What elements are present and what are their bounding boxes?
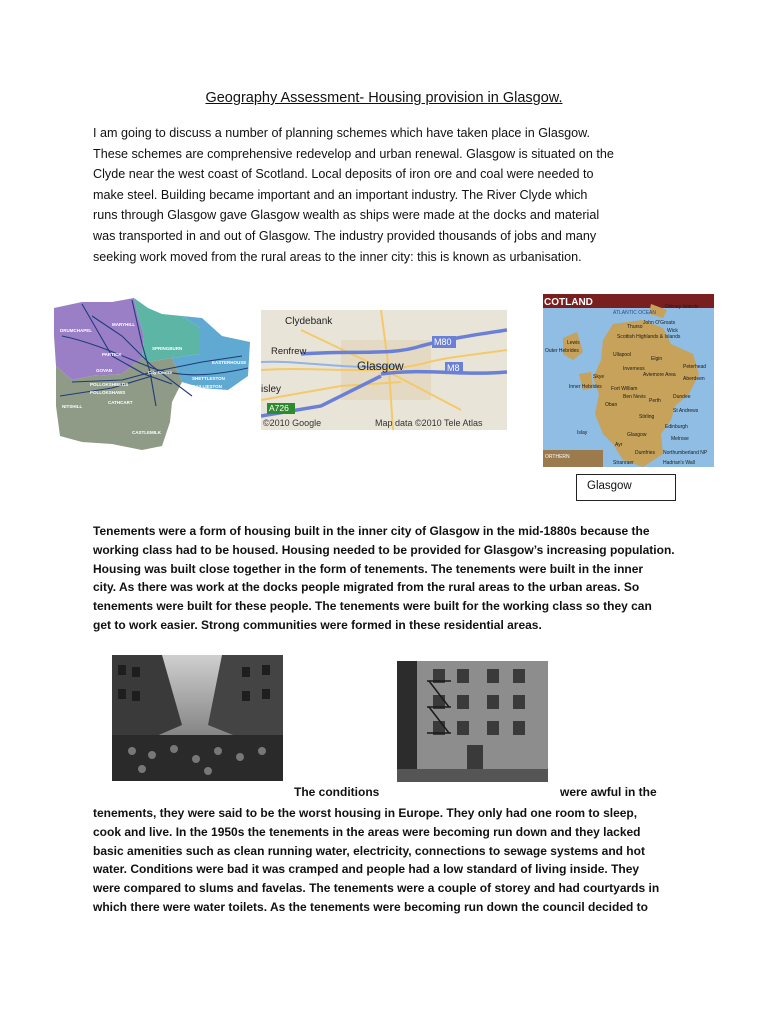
- map-label: MARYHILL: [112, 322, 136, 327]
- map-label: Oban: [605, 402, 618, 408]
- map-label: CASTLEMILK: [132, 430, 161, 435]
- page-title: Geography Assessment- Housing provision in Glasgow.: [205, 90, 563, 106]
- text-line: make steel. Building became important and an important industry. The River Clyde which: [93, 187, 588, 202]
- map-label: Scottish Highlands & Islands: [617, 334, 681, 340]
- map-label: Peterhead: [683, 364, 707, 370]
- text-line: These schemes are comprehensive redevelop and urban renewal. Glasgow is situated on the: [93, 146, 614, 161]
- conditions-text-start: The conditions: [294, 785, 380, 799]
- map-label: BAILLIESTON: [192, 384, 222, 389]
- map-label: John O'Groats: [643, 320, 676, 326]
- map-label: SHETTLESTON: [192, 376, 225, 381]
- map-label: Stirling: [639, 414, 655, 420]
- text-line: Housing was built close together in the form of tenements. The tenements were built in the inner: [93, 561, 644, 576]
- text-line: cook and live. In the 1950s the tenements in the areas were becoming run down and they lacked: [93, 824, 641, 839]
- map-label: Inverness: [623, 366, 645, 372]
- map-label: St Andrews: [673, 408, 699, 414]
- text-line: which there were water toilets. As the tenements were becoming run down the council decided to: [93, 899, 648, 914]
- text-line: Clyde near the west coast of Scotland. Local deposits of iron ore and coal were needed to: [93, 167, 594, 182]
- map-label: Edinburgh: [665, 424, 688, 430]
- text-line: runs through Glasgow gave Glasgow wealth as ships were made at the docks and material: [93, 208, 600, 223]
- text-line: were compared to slums and favelas. The tenements were a couple of storey and had courtyards in: [93, 881, 660, 896]
- map-place-label: Renfrew: [271, 346, 307, 357]
- map-label: POLLOKSHIELDS: [90, 382, 129, 387]
- map-label: Aberdeen: [683, 376, 705, 382]
- map-label: POLLOKSHAWS: [90, 390, 126, 395]
- map-label: Wick: [667, 328, 678, 334]
- intro-paragraph: [93, 123, 683, 267]
- map-credit: ©2010 Google: [263, 418, 322, 428]
- map-credit: Map data ©2010 Tele Atlas: [375, 418, 483, 428]
- map-label: Dumfries: [635, 450, 656, 456]
- map-label: Fort William: [611, 386, 638, 392]
- tenement-street-photo: [112, 655, 283, 781]
- text-line: city. As there was work at the docks people migrated from the rural areas to the urban areas. So: [93, 580, 640, 595]
- road-sign: M80: [434, 337, 452, 347]
- glasgow-district-map: [52, 296, 252, 454]
- map-label: Ullapool: [613, 352, 632, 358]
- text-line: tenements, they were said to be the worst housing in Europe. They only had one room to sleep,: [93, 806, 638, 820]
- text-line: get to work easier. Strong communities were formed in these residential areas.: [93, 617, 542, 632]
- text-line: was transported in and out of Glasgow. The industry provided thousands of jobs and many: [93, 228, 597, 243]
- scotland-map: [543, 294, 714, 467]
- glasgow-road-map: [261, 310, 507, 430]
- map-label: GOVAN: [96, 368, 113, 373]
- map-label: Lewis: [567, 340, 580, 346]
- map-label: EASTERHOUSE: [212, 360, 247, 365]
- map-label: SPRINGBURN: [152, 346, 183, 351]
- text-line: tenements were built for these people. The tenements were built for the working class so they can: [93, 599, 652, 614]
- text-line: Tenements were a form of housing built in the inner city of Glasgow in the mid-1880s because the: [93, 524, 650, 538]
- text-line: I am going to discuss a number of planning schemes which have taken place in Glasgow.: [93, 126, 591, 140]
- map-label: CATHCART: [108, 400, 133, 405]
- conditions-paragraph: [93, 804, 678, 917]
- map-header: COTLAND: [544, 297, 593, 308]
- text-line: basic amenities such as clean running water, electricity, connections to sewage systems and hot: [93, 843, 645, 858]
- map-label: ORTHERN: [545, 454, 570, 460]
- map-label: DRUMCHAPEL: [60, 328, 92, 333]
- map-label: NITSHILL: [62, 404, 83, 409]
- map-label: Glasgow: [627, 432, 647, 438]
- map-label: Skye: [593, 374, 605, 380]
- map-label: Islay: [577, 430, 588, 436]
- map-label: Hadrian's Wall: [663, 460, 695, 466]
- map-label: PARTICK: [102, 352, 122, 357]
- road-sign: A726: [269, 403, 289, 413]
- map-label: ATLANTIC OCEAN: [613, 310, 656, 316]
- map-label: Northumberland NP: [663, 450, 708, 456]
- map-label: City Centre: [148, 370, 173, 375]
- map-label: Dundee: [673, 394, 691, 400]
- text-line: water. Conditions were bad it was cramped and people had a low standard of living inside. They: [93, 862, 640, 877]
- map-label: Ben Nevis: [623, 394, 646, 400]
- map-label: Aviemore Area: [643, 372, 676, 378]
- map-label: Orkney Islands: [665, 304, 699, 310]
- map-place-label: isley: [261, 384, 282, 395]
- map-label: Stranraer: [613, 460, 634, 466]
- conditions-text-end: were awful in the: [560, 785, 657, 799]
- map-label: Melrose: [671, 436, 689, 442]
- map-label: Inner Hebrides: [569, 384, 602, 390]
- tenement-building-photo: [397, 661, 548, 782]
- map-label: Perth: [649, 398, 661, 404]
- text-line: working class had to be housed. Housing needed to be provided for Glasgow’s increasing population.: [93, 542, 675, 557]
- tenements-paragraph: [93, 522, 678, 635]
- map-label: Elgin: [651, 356, 663, 362]
- map-label: Ayr: [615, 442, 623, 448]
- map-place-label: Glasgow: [357, 359, 404, 373]
- map-label: Outer Hebrides: [545, 348, 579, 354]
- map-caption: Glasgow: [576, 474, 676, 501]
- map-place-label: Clydebank: [285, 316, 333, 327]
- road-sign: M8: [447, 363, 460, 373]
- text-line: seeking work moved from the rural areas to the inner city: this is known as urbanisation.: [93, 249, 582, 264]
- map-label: Thurso: [627, 324, 643, 330]
